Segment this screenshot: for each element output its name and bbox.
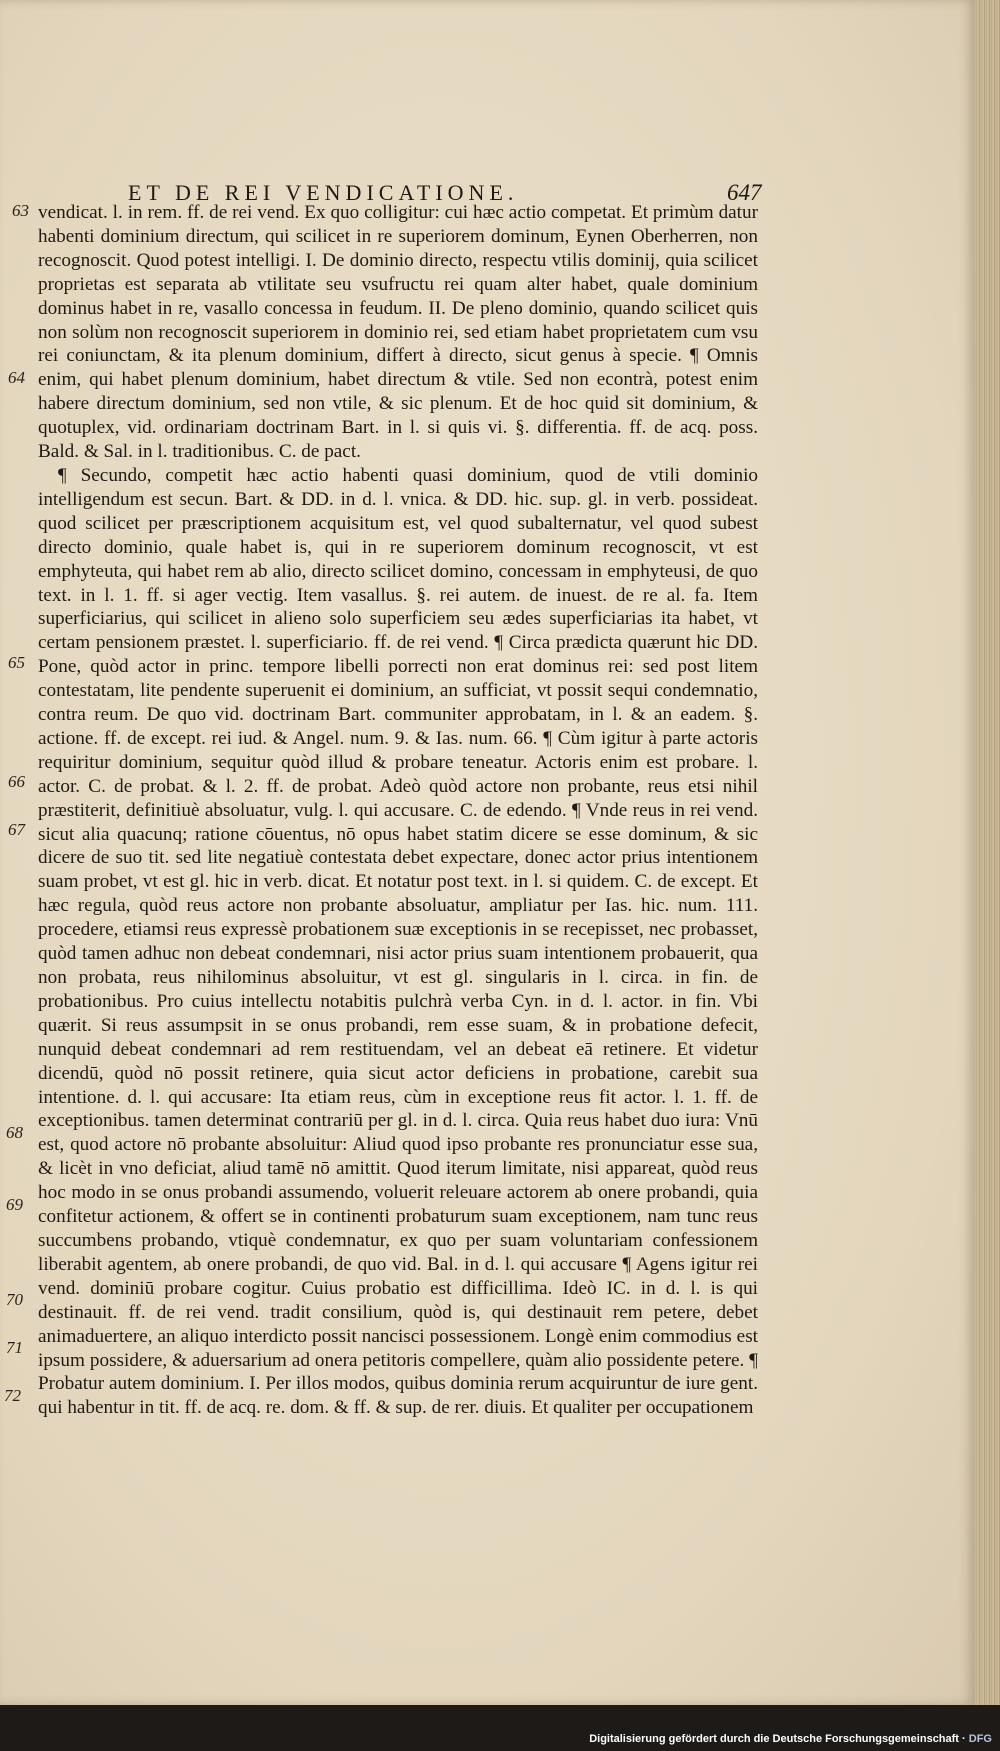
- page-number: 647: [727, 180, 762, 205]
- digitization-credit: Digitalisierung gefördert durch die Deutsche Forschungsgemeinschaft · DFG: [589, 1733, 992, 1745]
- dfg-logo: DFG: [968, 1733, 992, 1745]
- margin-number: 66: [8, 772, 25, 791]
- margin-number: 72: [4, 1386, 21, 1405]
- credit-text: Digitalisierung gefördert durch die Deutsche Forschungsgemeinschaft: [589, 1733, 959, 1745]
- paragraph: vendicat. l. in rem. ff. de rei vend. Ex quo colligitur: cui hæc actio competat. Et primùm datur habenti dominium directum, qui scilicet in re superiorem dominum, Eynen Oberherren, non recognoscit. Quod potest intelligi. I. De dominio directo, respectu vtilis dominij, quia scilicet proprietas est separata ab vtilitate seu vsufructu rei quam alter habet, quale dominium dominus habet in re, vasallo concessa in feudum. II. De pleno dominio, quando scilicet quis non solùm non recognoscit superiorem in dominio rei, sed etiam habet proprietatem cum vsu rei coniunctam, & ita plenum dominium, differt à directo, sicut genus à specie. ¶ Omnis enim, qui habet plenum dominium, habet directum & vtile. Sed non econtrà, potest enim habere directum dominium, sed non vtile, & sic plenum. Et de hoc quid sit dominium, & quotuplex, vid. ordinariam doctrinam Bart. in l. si quis vi. §. differentia. ff. de acq. poss. Bald. & Sal. in l. traditionibus. C. de pact.: [38, 202, 758, 463]
- margin-number: 68: [6, 1123, 23, 1142]
- margin-number: 69: [6, 1195, 23, 1214]
- margin-number: 63: [12, 201, 29, 220]
- page-edge: [975, 0, 1000, 1705]
- body-text: [38, 201, 758, 1420]
- margin-number: 70: [6, 1290, 23, 1309]
- margin-number: 64: [8, 368, 25, 387]
- margin-number: 67: [8, 820, 25, 839]
- running-title: ET DE REI VENDICATIONE.: [128, 180, 519, 205]
- margin-number: 71: [6, 1338, 23, 1357]
- paragraph: ¶ Secundo, competit hæc actio habenti quasi dominium, quod de vtili dominio intelligendum est secun. Bart. & DD. in d. l. vnica. & DD. hic. sup. gl. in verb. possideat. quod scilicet per præscriptionem acquisitum est, vel quod subalternatur, vel quod subest directo dominio, quale habet is, qui in re superiorem dominum recognoscit, vt est emphyteuta, qui habet rem ab alio, directo scilicet domino, concessam in emphyteusi, de quo text. in l. 1. ff. si ager vectig. Item vasallus. §. rei autem. de inuest. de re al. fa. Item superficiarius, qui scilicet in alieno solo superficiem seu ædes superficiarias ita habet, vt certam pensionem præstet. l. superficiario. ff. de rei vend. ¶ Circa prædicta quærunt hic DD. Pone, quòd actor in princ. tempore libelli porrecti non erat dominus rei: sed post litem contestatam, lite pendente superuenit ei dominium, an sufficiat, vt possit sequi condemnatio, contra reum. De quo vid. doctrinam Bart. communiter approbatam, in l. & an eadem. §. actione. ff. de except. rei iud. & Angel. num. 9. & Ias. num. 66. ¶ Cùm igitur à parte actoris requiritur dominium, sequitur quòd illud & probare teneatur. Actoris enim est probare. l. actor. C. de probat. & l. 2. ff. de probat. Adeò quòd actore non probante, reus etsi nihil præstiterit, definitiuè absoluatur, vulg. l. qui accusare. C. de edendo. ¶ Vnde reus in rei vend. sicut alia quacunq; ratione cōuentus, nō opus habet statim dicere se esse dominum, & sic dicere de suo tit. sed lite negatiuè contestata debet expectare, donec actor prius intentionem suam probet, vt est gl. hic in verb. dicat. Et notatur post text. in l. si quidem. C. de except. Et hæc regula, quòd reus actore non probante absoluatur, ampliatur per Ias. hic. num. 111. procedere, etiamsi reus expressè probationem suæ exceptionis in se recepisset, nec probasset, quòd tamen adhuc non debeat condemnari, nisi actor prius suam intentionem probauerit, qua non probata, reus nihilominus absoluitur, vt est gl. singularis in l. circa. in fin. de probationibus. Pro cuius intellectu notabitis pulchrà verba Cyn. in d. l. actor. in fin. Vbi quærit. Si reus assumpsit in se onus probandi, rem esse suam, & in probatione defecit, nunquid debeat condemnari ad rem restituendam, vel an debeat eā retinere. Et videtur dicendū, quòd nō possit retinere, quia sicut actor deficiens in probatione, carebit sua intentione. d. l. qui accusare: Ita etiam reus, cùm in exceptione reus fit actor. l. 1. ff. de exceptionibus. tamen determinat contrariū per gl. in d. l. circa. Quia reus habet duo iura: Vnū est, quod actore nō probante absoluitur: Aliud quod ipso probante res pronunciatur esse sua, & licèt in vno deficiat, aliud tamē nō amittit. Quod iterum limitate, nisi appareat, quòd reus hoc modo in se onus probandi assumendo, voluerit releuare actorem ab onere probandi, quia confitetur actionem, & offert se in continenti probaturum suam exceptionem, nam tunc reus succumbens probando, vtiquè condemnatur, ex quo per suam voluntariam confessionem liberabit agentem, ab onere probandi, de quo vid. Bal. in d. l. qui accusare ¶ Agens igitur rei vend. dominiū probare cogitur. Cuius probatio est difficillima. Ideò IC. in d. l. is qui destinauit. ff. de rei vend. tradit consilium, quòd is, qui destinauit rem petere, debet animaduertere, an aliquo interdicto possit nancisci possessionem. Longè enim commodius est ipsum possidere, & aduersarium ad onera petitoris compellere, quàm alio possidente petere. ¶ Probatur autem dominium. I. Per illos modos, quibus dominia rerum acquiruntur de iure gent. qui habentur in tit. ff. de acq. re. dom. & ff. & sup. de rer. diuis. Et qualiter per occupationem: [38, 464, 758, 1419]
- margin-number: 65: [8, 653, 25, 672]
